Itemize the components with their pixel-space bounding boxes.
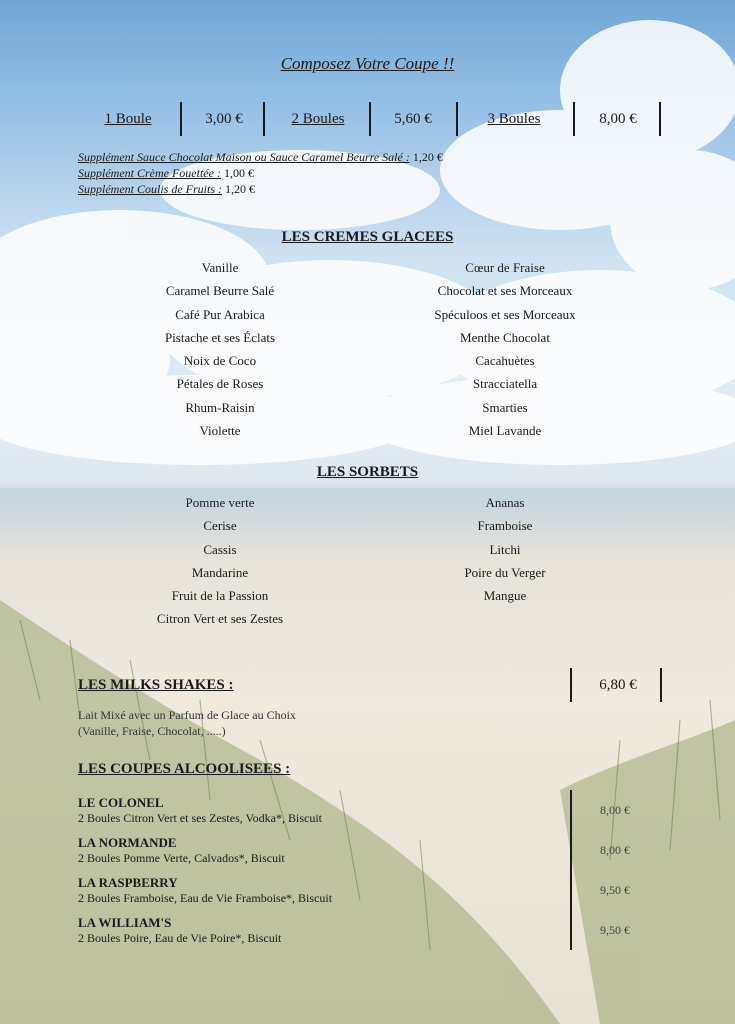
flavor-item: Cacahuètes [475, 353, 535, 369]
divider [573, 102, 575, 136]
milkshake-price: 6,80 € [599, 677, 637, 693]
flavor-item: Ananas [485, 495, 525, 510]
coupe-name: LA NORMANDE [78, 835, 177, 850]
sorbets-right-column [385, 491, 625, 607]
flavor-item: Café Pur Arabica [175, 306, 265, 322]
flavor-item: Cassis [203, 541, 237, 557]
coupe-description: 2 Boules Citron Vert et ses Zestes, Vodka*, Biscuit [78, 811, 322, 825]
price-value-3: 8,00 € [599, 111, 637, 127]
supplement-line [78, 181, 255, 197]
supplement-line [78, 165, 254, 181]
section-title-cremes: LES CREMES GLACEES [281, 229, 454, 245]
divider [369, 102, 371, 136]
coupe-name: LE COLONEL [78, 795, 164, 810]
section-title-milkshakes: LES MILKS SHAKES : [78, 677, 234, 693]
coupe-price: 8,00 € [600, 803, 630, 817]
supplement-line [78, 149, 443, 165]
flavor-item: Framboise [477, 518, 533, 534]
price-row [78, 100, 678, 138]
supplement-price: 1,00 € [223, 166, 254, 180]
flavor-item: Pétales de Roses [176, 376, 264, 392]
coupe-description: 2 Boules Poire, Eau de Vie Poire*, Biscuit [78, 931, 282, 945]
flavor-item: Cœur de Fraise [465, 260, 545, 275]
flavor-item: Smarties [482, 399, 528, 415]
section-title-sorbets: LES SORBETS [316, 464, 419, 480]
flavor-item: Pistache et ses Éclats [164, 329, 276, 345]
flavor-item: Chocolat et ses Morceaux [437, 283, 573, 299]
flavor-item: Miel Lavande [468, 423, 542, 439]
flavor-item: Pomme verte [185, 495, 255, 510]
flavor-item: Citron Vert et ses Zestes [156, 611, 284, 627]
milkshake-description: Lait Mixé avec un Parfum de Glace au Choix [78, 708, 296, 722]
flavor-item: Noix de Coco [183, 353, 257, 369]
flavor-item: Vanille [201, 260, 239, 275]
cremes-left-column [100, 256, 340, 442]
flavor-item: Cerise [203, 518, 237, 534]
flavor-item: Mangue [483, 588, 527, 604]
divider [660, 668, 662, 702]
supplement-price: 1,20 € [412, 150, 443, 164]
coupe-price: 8,00 € [600, 843, 630, 857]
cremes-right-column [385, 256, 625, 442]
flavor-item: Poire du Verger [464, 564, 546, 580]
flavor-item: Mandarine [191, 564, 249, 580]
flavor-item: Violette [199, 423, 241, 439]
section-title-alcool: LES COUPES ALCOOLISEES : [78, 761, 291, 777]
supplement-label: Supplément Coulis de Fruits : [78, 182, 222, 196]
flavor-item: Rhum-Raisin [185, 399, 255, 415]
flavor-item: Menthe Chocolat [460, 329, 550, 345]
divider [570, 790, 572, 950]
supplement-price: 1,20 € [225, 182, 255, 196]
flavor-item: Litchi [489, 541, 521, 557]
page-title: Composez Votre Coupe !! [280, 54, 455, 73]
flavor-item: Caramel Beurre Salé [165, 283, 275, 299]
price-label-3: 3 Boules [487, 111, 541, 127]
coupe-price: 9,50 € [600, 923, 630, 937]
price-value-2: 5,60 € [394, 111, 432, 127]
divider [456, 102, 458, 136]
divider [659, 102, 661, 136]
flavor-item: Spéculoos et ses Morceaux [434, 306, 576, 322]
sorbets-left-column [100, 491, 340, 631]
divider [570, 668, 572, 702]
coupe-price: 9,50 € [600, 883, 630, 897]
divider [263, 102, 265, 136]
flavor-item: Stracciatella [472, 376, 538, 392]
price-label-1: 1 Boule [104, 111, 152, 127]
supplement-label: Supplément Crème Fouettée : [78, 166, 221, 180]
coupe-name: LA WILLIAM'S [78, 915, 172, 930]
coupe-description: 2 Boules Pomme Verte, Calvados*, Biscuit [78, 851, 285, 865]
flavor-item: Fruit de la Passion [171, 588, 269, 604]
price-value-1: 3,00 € [205, 111, 243, 127]
divider [180, 102, 182, 136]
milkshake-flavors: (Vanille, Fraise, Chocolat, .....) [78, 724, 226, 738]
supplement-label: Supplément Sauce Chocolat Maison ou Sauce Caramel Beurre Salé : [78, 150, 410, 164]
coupe-name: LA RASPBERRY [78, 875, 178, 890]
coupe-description: 2 Boules Framboise, Eau de Vie Framboise*, Biscuit [78, 891, 333, 905]
price-label-2: 2 Boules [291, 111, 345, 127]
